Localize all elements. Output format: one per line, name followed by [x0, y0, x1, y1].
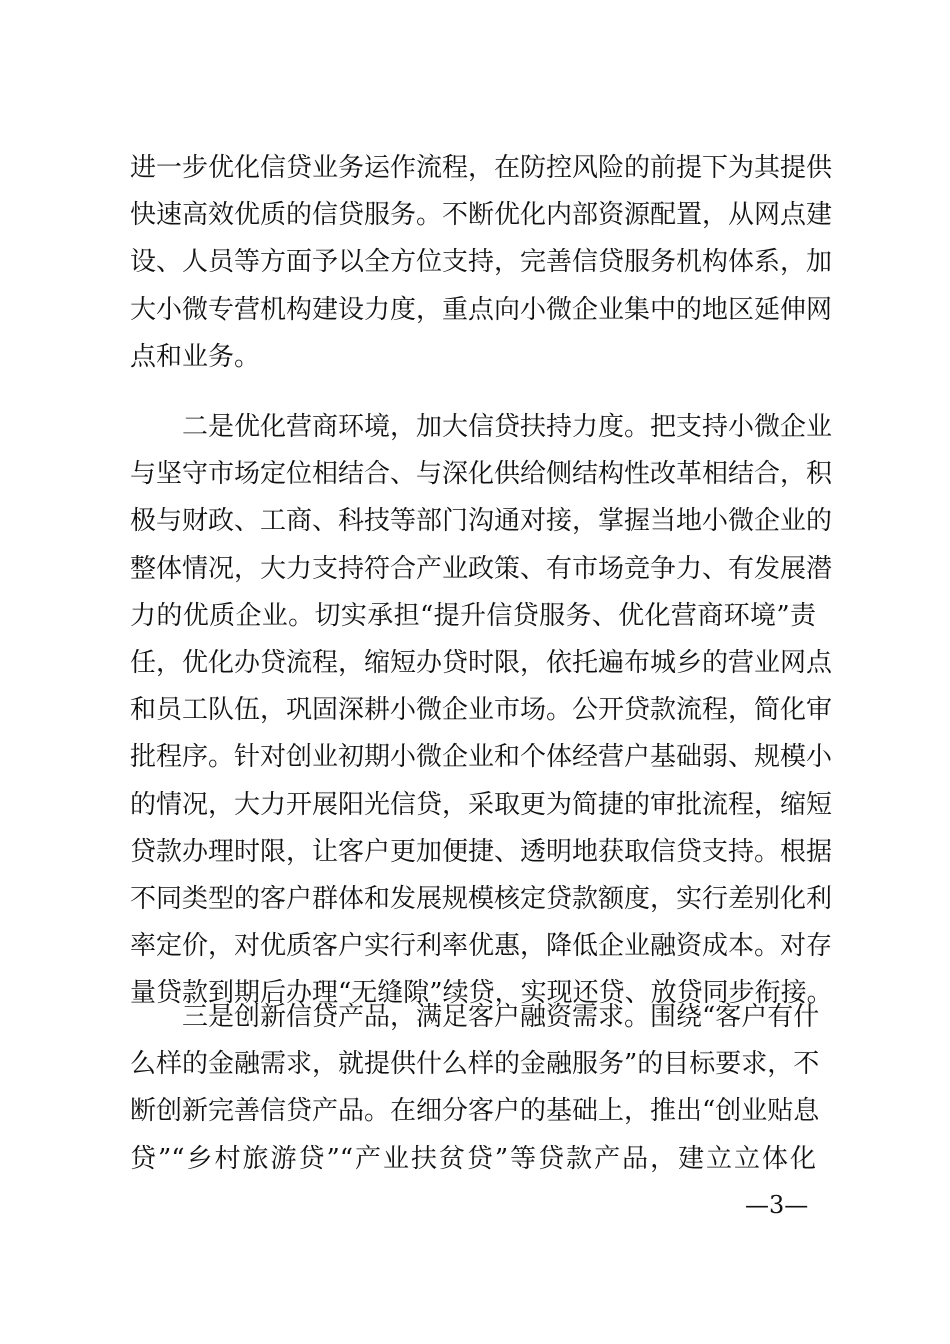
page-number: —3—	[745, 1191, 809, 1219]
text-line: 二是优化营商环境，加大信贷扶持力度。把支持小微企业	[130, 412, 833, 442]
text-line: 量贷款到期后办理“无缝隙”续贷，实现还贷、放贷同步衔接。	[130, 978, 833, 1009]
text-line: 批程序。针对创业初期小微企业和个体经营户基础弱、规模小	[130, 742, 833, 773]
text-line: 与坚守市场定位相结合、与深化供给侧结构性改革相结合，积	[130, 459, 833, 490]
text-line: 大小微专营机构建设力度，重点向小微企业集中的地区延伸网	[130, 294, 833, 325]
text-line: 贷”“乡村旅游贷”“产业扶贫贷”等贷款产品，建立立体化	[130, 1143, 816, 1174]
paragraph-3	[130, 994, 820, 1183]
text-line: 进一步优化信贷业务运作流程，在防控风险的前提下为其提供	[130, 153, 833, 183]
text-line: 力的优质企业。切实承担“提升信贷服务、优化营商环境”责	[130, 600, 816, 631]
text-line: 么样的金融需求，就提供什么样的金融服务”的目标要求，不	[130, 1049, 820, 1080]
text-line: 断创新完善信贷产品。在细分客户的基础上，推出“创业贴息	[130, 1096, 820, 1127]
text-line: 快速高效优质的信贷服务。不断优化内部资源配置，从网点建	[130, 200, 833, 231]
text-line: 贷款办理时限，让客户更加便捷、透明地获取信贷支持。根据	[130, 836, 833, 867]
text-line: 和员工队伍，巩固深耕小微企业市场。公开贷款流程，简化审	[130, 695, 833, 726]
text-line: 点和业务。	[130, 341, 261, 372]
text-line: 任，优化办贷流程，缩短办贷时限，依托遍布城乡的营业网点	[130, 647, 833, 678]
text-line: 极与财政、工商、科技等部门沟通对接，掌握当地小微企业的	[130, 506, 833, 537]
text-line: 设、人员等方面予以全方位支持，完善信贷服务机构体系，加	[130, 247, 833, 278]
paragraph-1	[130, 145, 833, 381]
text-line: 的情况，大力开展阳光信贷，采取更为简捷的审批流程，缩短	[130, 789, 833, 820]
text-line: 不同类型的客户群体和发展规模核定贷款额度，实行差别化利	[130, 883, 833, 914]
text-line: 三是创新信贷产品，满足客户融资需求。围绕“客户有什	[130, 1002, 820, 1032]
text-line: 整体情况，大力支持符合产业政策、有市场竞争力、有发展潜	[130, 553, 833, 584]
text-line: 率定价，对优质客户实行利率优惠，降低企业融资成本。对存	[130, 931, 833, 962]
